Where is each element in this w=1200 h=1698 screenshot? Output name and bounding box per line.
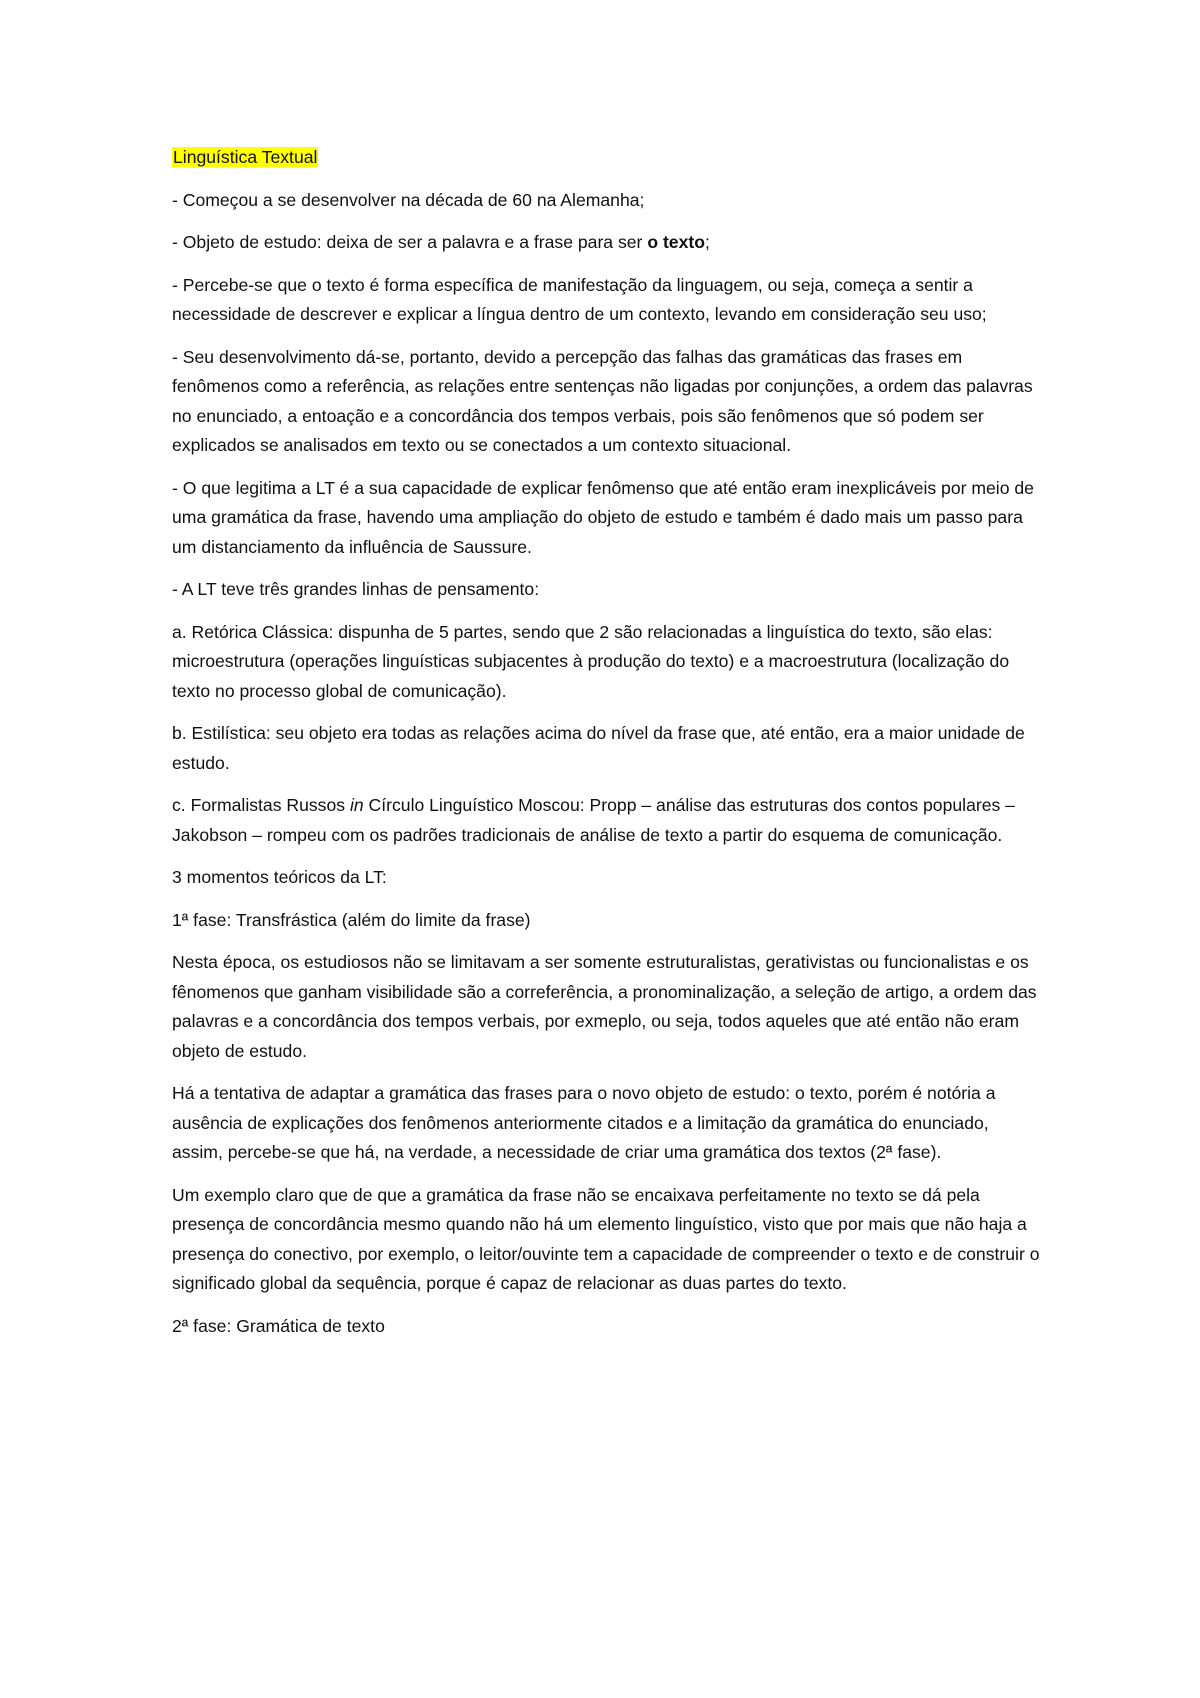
paragraph-phase-1-era: Nesta época, os estudiosos não se limitavam a ser somente estruturalistas, gerativistas ou funcionalistas e os fênomenos que ganham visibilidade são a correferência, a pronominalização, a seleção de artigo, a ordem das palavras e a concordância dos tempos verbais, por exmeplo, ou seja, todos aqueles que até então não eram objeto de estudo. <box>172 952 1037 1061</box>
paragraph-object-text: - Objeto de estudo: deixa de ser a palavra e a frase para ser <box>172 232 648 252</box>
heading-phase-2: 2ª fase: Gramática de texto <box>172 1315 385 1336</box>
list-item-formalists <box>172 791 1042 850</box>
paragraph-theoretical-moments: 3 momentos teóricos da LT: <box>172 867 387 887</box>
highlighted-title: Linguística Textual <box>173 147 318 167</box>
paragraph-text-as-language: - Percebe-se que o texto é forma específica de manifestação da linguagem, ou seja, começa a sentir a necessidade de descrever e explicar a língua dentro de um contexto, levando em consideração seu uso; <box>172 274 987 324</box>
heading-phase-1: 1ª fase: Transfrástica (além do limite da frase) <box>172 909 531 930</box>
document-page <box>172 143 1042 1354</box>
paragraph-phase-1-attempt: Há a tentativa de adaptar a gramática das frases para o novo objeto de estudo: o texto, porém é notória a ausência de explicações dos fenômenos anteriormente citados e a limitação da gramática do enunciado, assim, percebe-se que há, na verdade, a necessidade de criar uma gramática dos textos (2ª fase). <box>172 1083 996 1162</box>
paragraph-legitimacy: - O que legitima a LT é a sua capacidade de explicar fenômenso que até então eram inexplicáveis por meio de uma gramática da frase, havendo uma ampliação do objeto de estudo e também é dado mais um passo para um distanciamento da influência de Saussure. <box>172 477 1034 557</box>
paragraph-phase-1-example: Um exemplo claro que de que a gramática da frase não se encaixava perfeitamente no texto se dá pela presença de concordância mesmo quando não há um elemento linguístico, visto que por mais que não haja a presença do conectivo, por exemplo, o leitor/ouvinte tem a capacidade de compreender o texto e de construir o significado global da sequência, porque é capaz de relacionar as duas partes do texto. <box>172 1184 1040 1293</box>
paragraph-origin: - Começou a se desenvolver na década de 60 na Alemanha; <box>172 189 645 210</box>
bold-term-texto: o texto <box>647 232 705 252</box>
list-item-rhetoric: a. Retórica Clássica: dispunha de 5 partes, sendo que 2 são relacionadas a linguística do texto, são elas: microestrutura (operações linguísticas subjacentes à produção do texto) e a macroestrutura (localização do texto no processo global de comunicação). <box>172 621 1010 701</box>
paragraph-lines-of-thought: - A LT teve três grandes linhas de pensamento: <box>172 579 540 599</box>
paragraph-object-end: ; <box>704 232 710 252</box>
document-title <box>172 143 1042 173</box>
paragraph-development: - Seu desenvolvimento dá-se, portanto, devido a percepção das falhas das gramáticas das frases em fenômenos como a referência, as relações entre sentenças não ligadas por conjunções, a ordem das palavras no enunciado, a entoação e a concordância dos tempos verbais, pois são fenômenos que só podem ser explicados se analisados em texto ou se conectados a um contexto situacional. <box>172 346 1033 455</box>
paragraph-object-of-study <box>172 228 1042 258</box>
formalists-text-end: Círculo Linguístico Moscou: Propp – análise das estruturas dos contos populares – Jakobson – rompeu com os padrões tradicionais de análise de texto a partir do esquema de comunicação. <box>172 795 1015 845</box>
formalists-text-start: c. Formalistas Russos <box>172 795 350 815</box>
italic-term-in: in <box>349 795 364 815</box>
list-item-stylistics: b. Estilística: seu objeto era todas as relações acima do nível da frase que, até então, era a maior unidade de estudo. <box>172 723 1025 773</box>
